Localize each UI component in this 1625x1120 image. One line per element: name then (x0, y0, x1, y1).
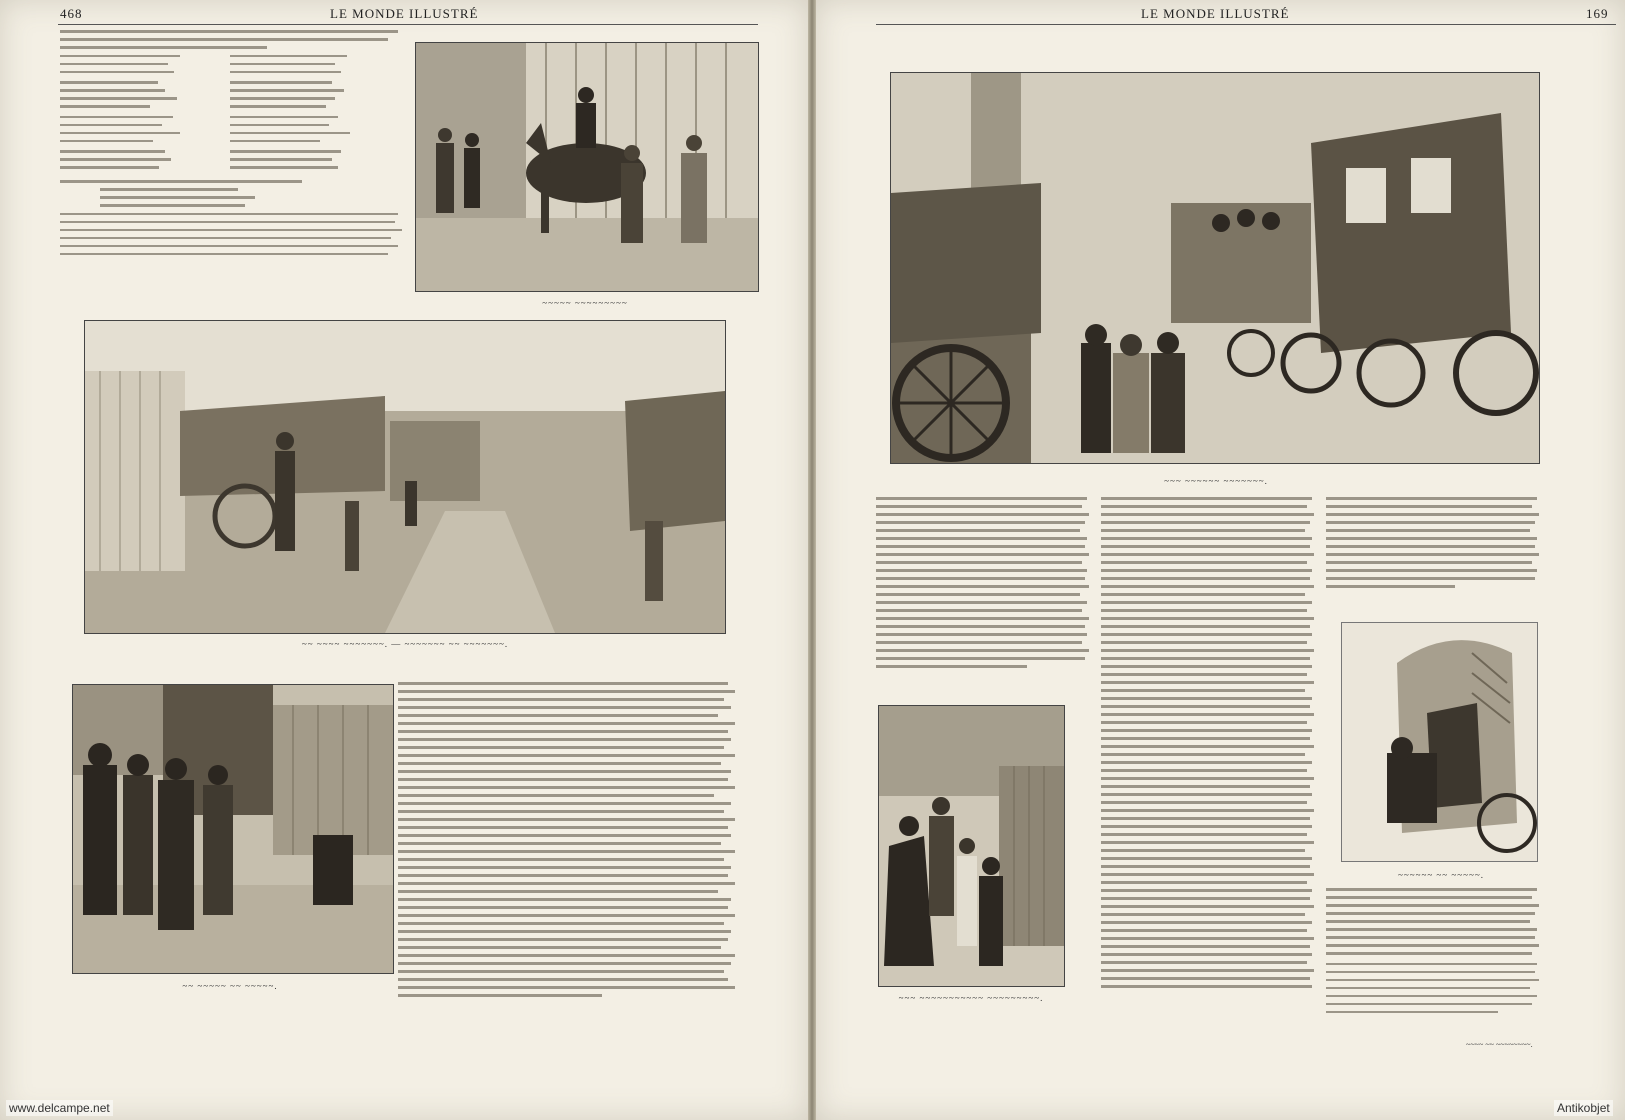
caption-group-men: ~~ ~~~~~ ~~ ~~~~~. (182, 981, 278, 991)
right-text-column-2 (1101, 497, 1316, 1042)
photo-explanation (878, 705, 1065, 987)
left-running-title: LE MONDE ILLUSTRÉ (330, 6, 479, 21)
watermark-left: www.delcampe.net (6, 1100, 113, 1116)
caption-wagons: ~~~ ~~~~~~ ~~~~~~~. (1164, 476, 1268, 486)
caption-gypsy-camp: ~~ ~~~~ ~~~~~~~. — ~~~~~~~ ~~ ~~~~~~~. (301, 639, 509, 649)
right-page (816, 0, 1625, 1120)
caption-horse-lesson: ~~~~~ ~~~~~~~~~ (542, 298, 628, 308)
right-text-column-3 (1326, 497, 1541, 607)
photo-around-stove (1341, 622, 1538, 862)
watermark-right: Antikobjet (1554, 1100, 1613, 1116)
author-signature: ~~~~ ~~ ~~~~~~~~. (1466, 1040, 1533, 1049)
right-text-column-1 (876, 497, 1091, 697)
header-rule (58, 24, 758, 25)
right-text-column-3-lower (1326, 888, 1541, 1038)
left-page-number: 468 (60, 6, 83, 21)
photo-gypsy-camp (84, 320, 726, 634)
photo-group-men (72, 684, 394, 974)
intro-text-column (60, 30, 405, 315)
page-gutter (808, 0, 816, 1120)
right-page-number: 169 (1586, 6, 1609, 21)
header-rule-right (876, 24, 1616, 25)
caption-around-stove: ~~~~~~ ~~ ~~~~~. (1397, 870, 1485, 880)
left-page (0, 0, 808, 1120)
left-body-text-column (398, 682, 738, 1042)
caption-explanation: ~~~ ~~~~~~~~~~~ ~~~~~~~~~. (898, 993, 1044, 1003)
photo-horse-lesson (415, 42, 759, 292)
right-running-title: LE MONDE ILLUSTRÉ (1141, 6, 1290, 21)
photo-wagons (890, 72, 1540, 464)
